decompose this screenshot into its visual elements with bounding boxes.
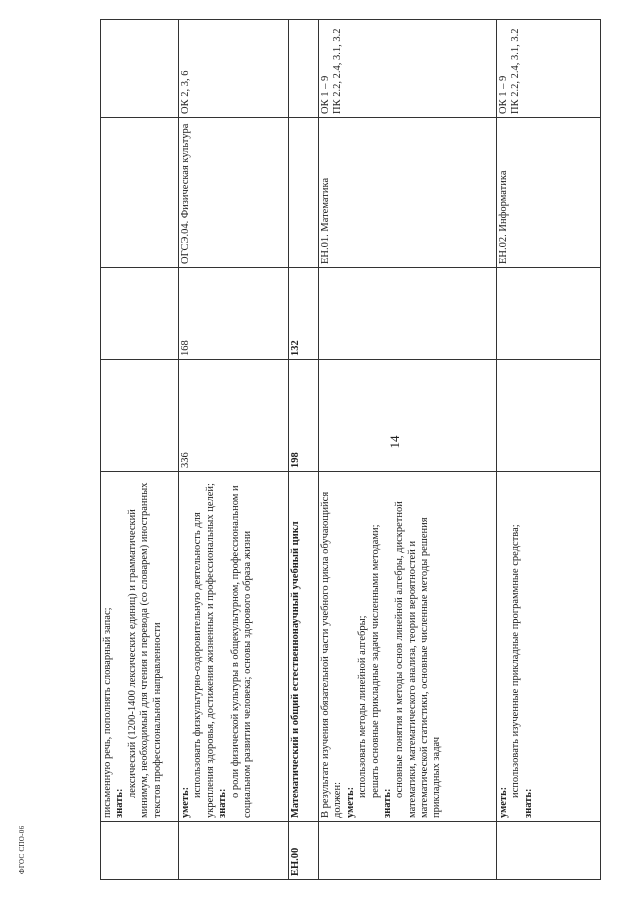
total-hours-cell [101, 360, 179, 472]
competencies-cell: ОК 1 – 9 ПК 2.2, 2.4, 3.1, 3.2 [319, 20, 497, 118]
mandatory-hours-cell [497, 268, 601, 360]
competencies-cell: ОК 1 – 9 ПК 2.2, 2.4, 3.1, 3.2 [497, 20, 601, 118]
requirement-heading: знать: [381, 788, 393, 818]
mandatory-hours-cell [319, 268, 497, 360]
requirement-heading: знать: [114, 788, 126, 818]
requirement-line: В результате изучения обязательной части учебного цикла обучающийся должен: [320, 491, 344, 818]
cycle-title: Математический и общий естественнонаучный учебный цикл [290, 521, 301, 818]
requirements-cell [101, 472, 179, 822]
mandatory-hours-cell: 168 [179, 268, 289, 360]
table-row [497, 20, 601, 880]
discipline-cell: ЕН.01. Математика [319, 118, 497, 268]
requirement-line: лексический (1200-1400 лексических единиц) и грамматический минимум, необходимый для чтения и перевода (со словарем) иностранных текстов профессиональной направленности [126, 482, 163, 818]
cycle-code-cell [319, 822, 497, 880]
cycle-code-cell [179, 822, 289, 880]
rotated-table-wrapper [100, 20, 600, 880]
requirements-cell [497, 472, 601, 822]
table-body [101, 20, 601, 880]
discipline-cell: ОГСЭ.04. Физическая культура [179, 118, 289, 268]
requirement-heading: знать: [217, 788, 229, 818]
requirement-heading: уметь: [344, 786, 356, 818]
cycle-code-cell: ЕН.00 [289, 822, 319, 880]
total-hours-cell: 198 [289, 360, 319, 472]
competencies-cell: ОК 2, 3, 6 [179, 20, 289, 118]
competencies-cell [289, 20, 319, 118]
requirement-line: решать основные прикладные задачи численными методами; [369, 524, 381, 798]
discipline-cell [101, 118, 179, 268]
requirement-line: использовать методы линейной алгебры; [357, 615, 369, 798]
total-hours-cell [497, 360, 601, 472]
requirement-heading: уметь: [498, 786, 509, 818]
requirements-cell [319, 472, 497, 822]
requirement-line: использовать изученные прикладные программные средства; [510, 524, 522, 798]
requirement-heading: уметь: [180, 786, 191, 818]
requirement-line: использовать физкультурно-оздоровительную деятельность для укрепления здоровья, достижения жизненных и профессиональных целей; [192, 483, 216, 818]
requirement-line: о роли физической культуры в общекультурном, профессиональном и социальном развитии человека; основы здорового образа жизни [229, 485, 253, 818]
requirement-line: основные понятия и методы основ линейной алгебры, дискретной математики, математического анализа, теории вероятностей и математической статистики, основные численные методы решения прикладных задач [394, 501, 443, 818]
table-row [319, 20, 497, 880]
discipline-cell [289, 118, 319, 268]
mandatory-hours-cell: 132 [289, 268, 319, 360]
curriculum-table [100, 19, 601, 880]
total-hours-cell: 336 [179, 360, 289, 472]
page-number: 14 [387, 435, 402, 449]
total-hours-cell [319, 360, 497, 472]
competencies-cell [101, 20, 179, 118]
requirements-cell [289, 472, 319, 822]
discipline-cell: ЕН.02. Информатика [497, 118, 601, 268]
footer-code: ФГОС СПО-06 [18, 825, 26, 874]
table-row [101, 20, 179, 880]
cycle-code-cell [497, 822, 601, 880]
table-row [289, 20, 319, 880]
requirement-line: письменную речь, пополнять словарный запас; [102, 607, 113, 818]
mandatory-hours-cell [101, 268, 179, 360]
table-row [179, 20, 289, 880]
requirement-heading: знать: [522, 788, 534, 818]
requirements-cell [179, 472, 289, 822]
cycle-code-cell [101, 822, 179, 880]
